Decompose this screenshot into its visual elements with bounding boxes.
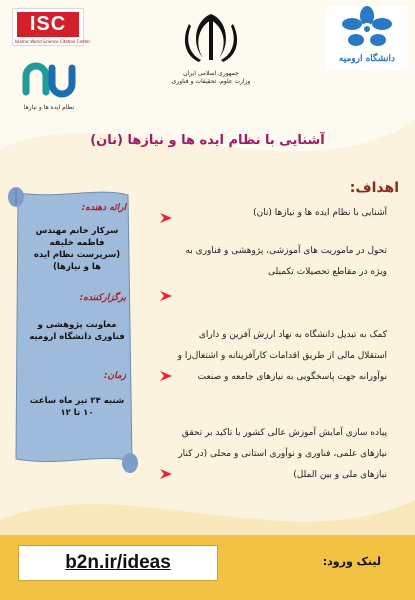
iran-emblem-logo xyxy=(168,10,254,92)
arrow-bullet-icon xyxy=(160,213,172,223)
goal-item-3: کمک به تبدیل دانشگاه به نهاد ارزش آفرین و دارای استقلال مالی از طریق اقدامات کارآفرینانه و اشتغال‌زا و نوآورانه جهت پاسخگویی به نیازهای جامعه و صنعت xyxy=(177,330,387,382)
organizer-value: معاونت پژوهشی و فناوری دانشگاه ارومیه xyxy=(29,320,125,342)
presenter-label: ارائه دهنده: xyxy=(81,203,126,213)
arrow-bullet-icon xyxy=(160,291,172,301)
goal-item-4: پیاده سازی آمایش آموزش عالی کشور با تاکید بر تحقق نیازهای علمی، فناوری و نوآوری استانی و محلی (در کنار نیازهای ملی و بین الملل) xyxy=(178,428,387,480)
goal-item-2: تحول در ماموریت های آموزشی، پژوهشی و فناوری به ویژه در مقاطع تحصیلات تکمیلی xyxy=(185,246,387,277)
iran-emblem-caption-1: جمهوری اسلامی ایران xyxy=(183,70,239,77)
goal-item-1: آشنایی با نظام ایده ها و نیازها (نان) xyxy=(253,208,387,218)
urmia-flower-icon xyxy=(340,6,394,52)
iran-emblem-icon xyxy=(181,10,241,66)
organizer-section xyxy=(28,293,126,303)
urmia-university-logo xyxy=(326,6,408,70)
iran-emblem-caption-2: وزارت علوم، تحقیقات و فناوری xyxy=(171,78,251,85)
time-section xyxy=(28,371,126,381)
time-value-block xyxy=(28,395,126,419)
isc-logo-text: ISC xyxy=(29,13,67,35)
presenter-value-block xyxy=(28,225,126,273)
ideas-link[interactable]: b2n.ir/ideas xyxy=(65,552,171,573)
link-label: لینک ورود: xyxy=(322,555,381,568)
isc-logo xyxy=(12,8,91,46)
urmia-logo-caption: دانشگاه ارومیه xyxy=(338,54,396,64)
link-box[interactable] xyxy=(18,545,218,581)
page-title: آشنایی با نظام ایده ها و نیازها (نان) xyxy=(90,133,325,148)
arrow-bullet-icon xyxy=(160,371,172,381)
organizer-label: برگزارکننده: xyxy=(79,293,126,303)
time-label: زمان: xyxy=(103,371,126,381)
presenter-section xyxy=(28,203,126,213)
arrow-bullet-icon xyxy=(160,469,172,479)
nan-logo xyxy=(14,58,84,124)
isc-logo-subtext: Islamic World Science Citation Center xyxy=(15,39,91,44)
presenter-value: سرکار خانم مهندس فاطمه خلیفه (سرپرست نظام ایده ها و نیازها) xyxy=(33,226,121,272)
time-value: شنبه ۲۴ تیر ماه ساعت ۱۰ تا ۱۲ xyxy=(29,396,125,418)
nan-logo-caption: نظام ایده ها و نیازها xyxy=(23,104,75,111)
nan-logo-icon xyxy=(20,58,78,102)
info-scroll-panel xyxy=(0,185,140,475)
goals-heading: اهداف: xyxy=(349,180,399,196)
organizer-value-block xyxy=(28,319,126,343)
